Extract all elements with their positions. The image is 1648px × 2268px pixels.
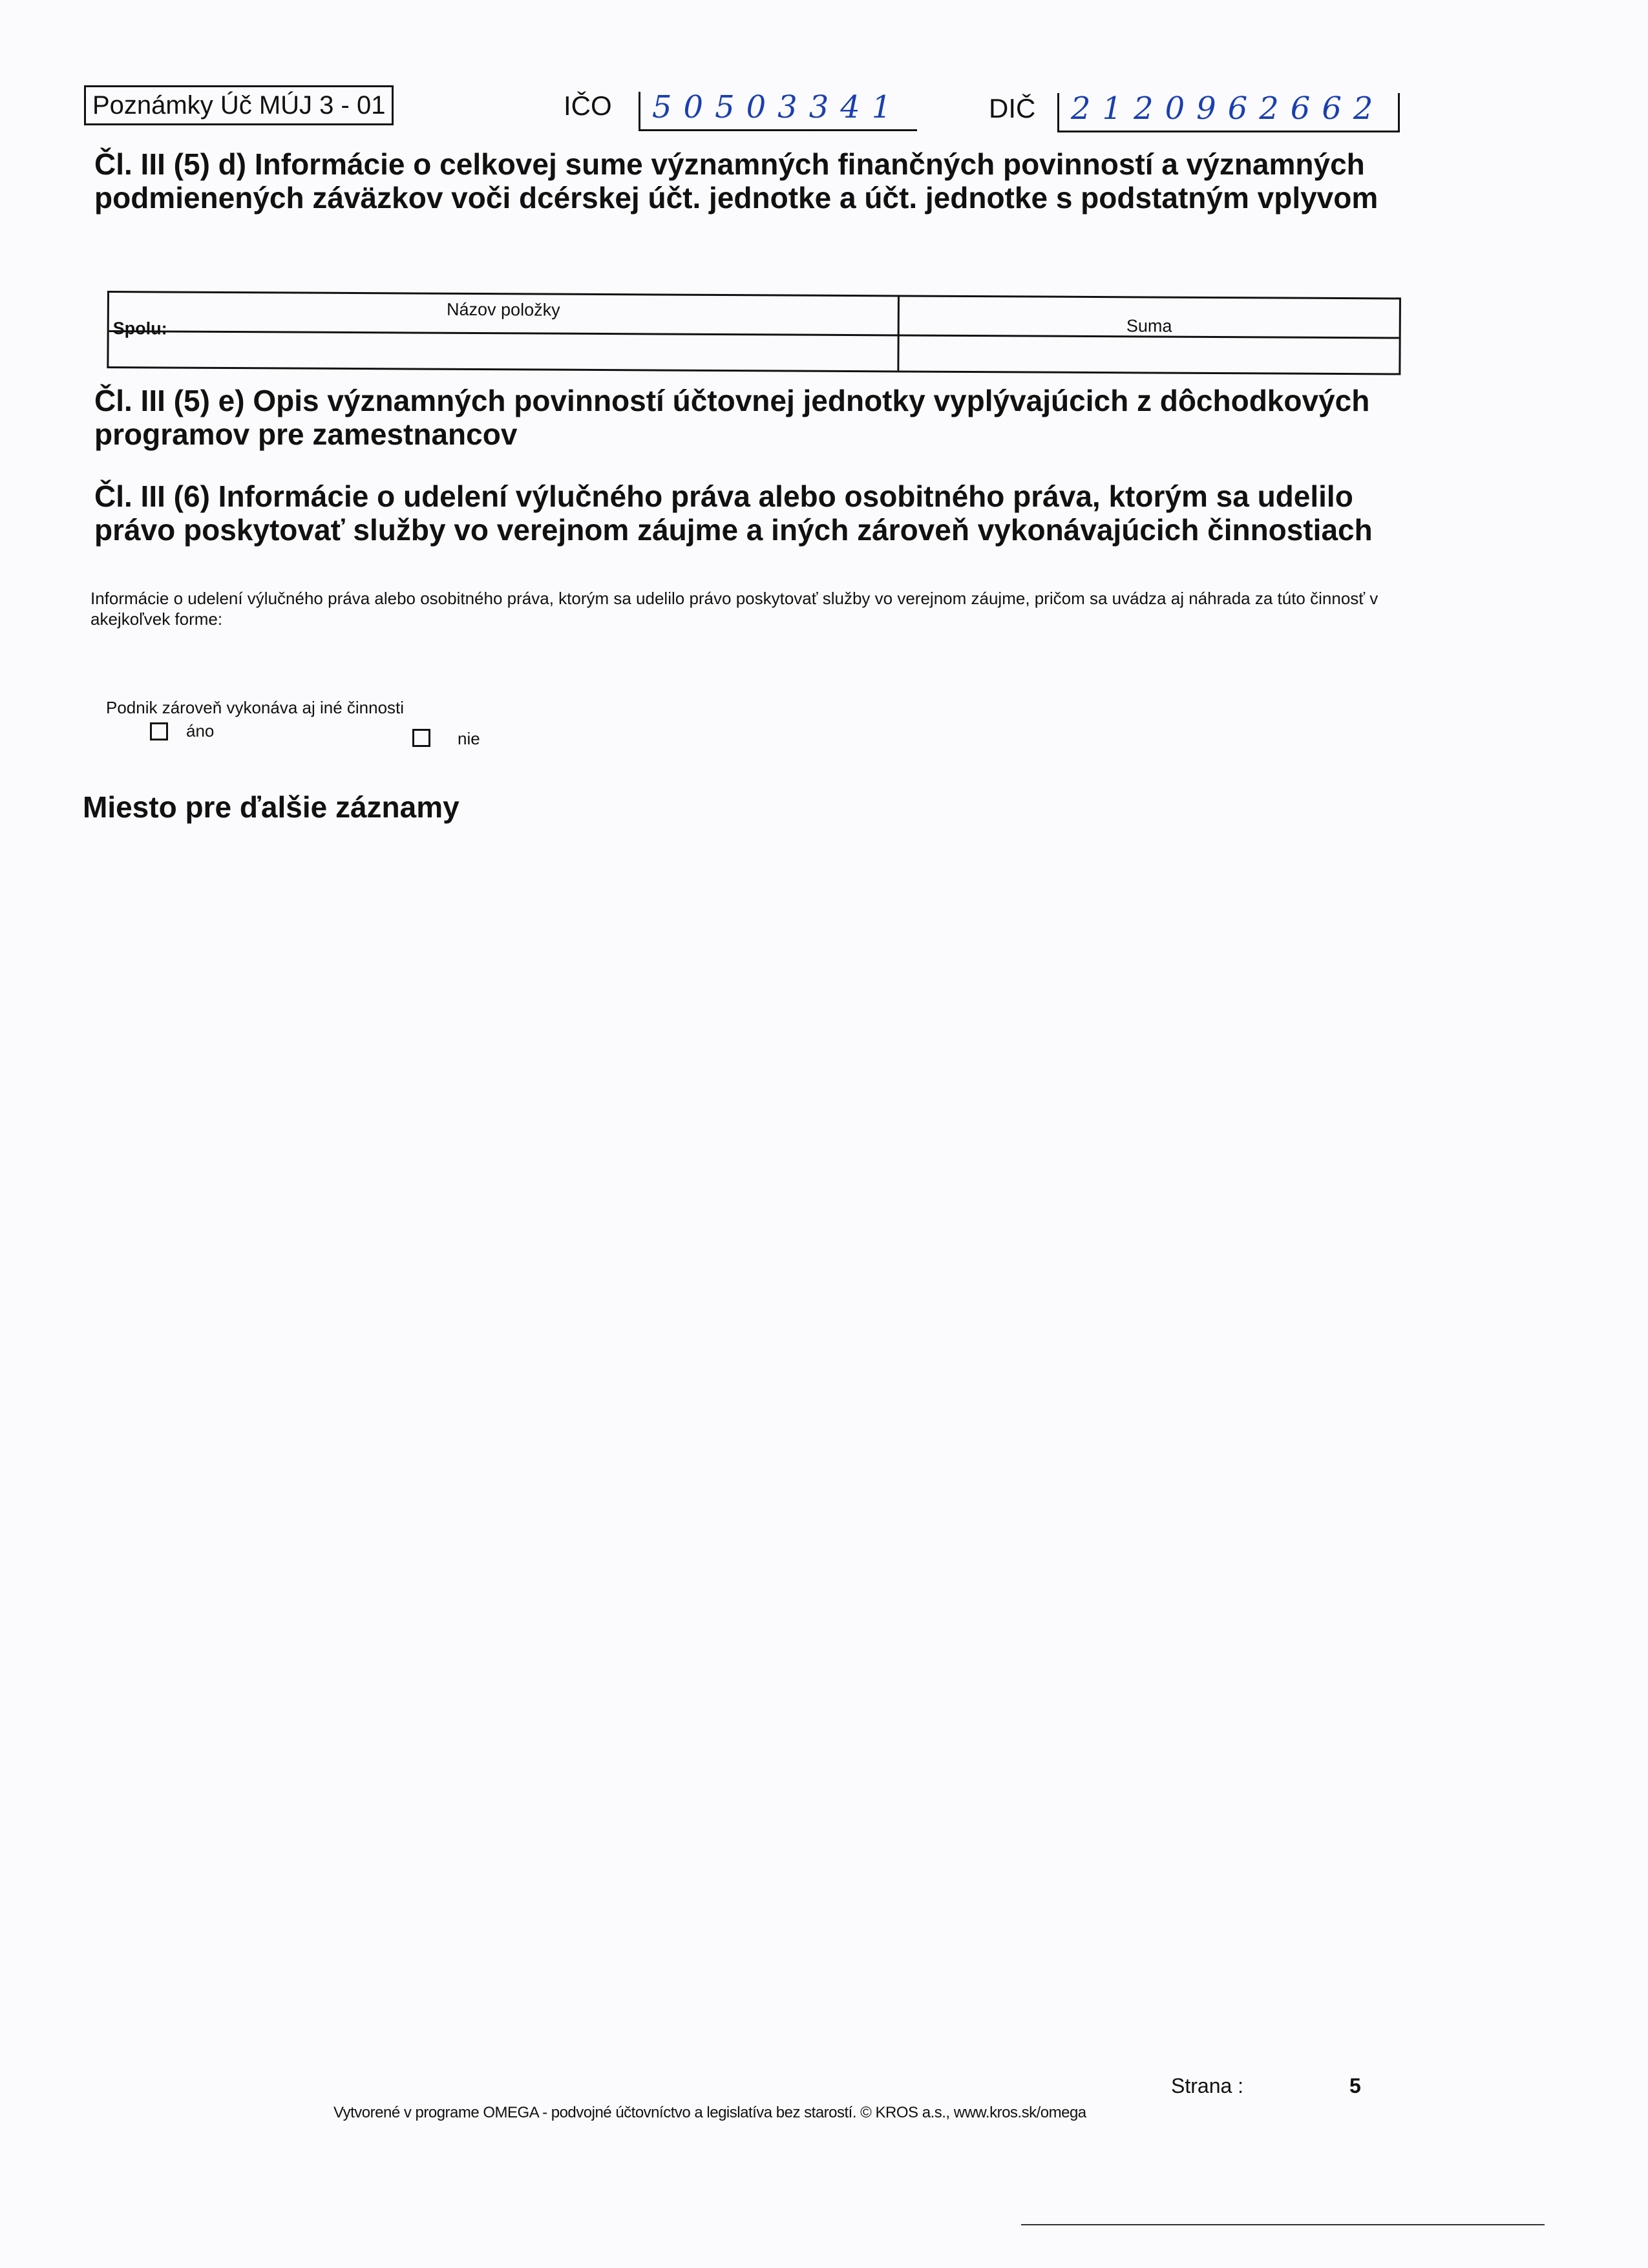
bottom-divider [1021, 2224, 1545, 2225]
form-code: Poznámky Úč MÚJ 3 - 01 [84, 85, 394, 125]
section-e-title: Čl. III (5) e) Opis významných povinností účtovnej jednotky vyplývajúcich z dôchodkových programov pre zamestnancov [94, 384, 1370, 451]
dic-label: DIČ [989, 93, 1036, 123]
dic-value: 2120962662 [1071, 90, 1385, 127]
no-label: nie [458, 729, 480, 748]
notes-title: Miesto pre ďalšie záznamy [83, 790, 460, 824]
obligations-table [107, 291, 1401, 375]
yes-label: áno [186, 721, 215, 740]
page-label: Strana : [1171, 2074, 1244, 2097]
table-header-name: Názov položky [446, 299, 560, 320]
page-number: 5 [1349, 2074, 1361, 2097]
table-header-sum: Suma [1126, 316, 1172, 336]
info-text: Informácie o udelení výlučného práva alebo osobitného práva, ktorým sa udelilo právo poskytovať služby vo verejnom záujme, pričom sa uvádza aj náhrada za túto činnosť v akejkoľvek forme: [90, 589, 1379, 629]
no-checkbox[interactable] [412, 729, 430, 747]
section-f-title: Čl. III (6) Informácie o udelení výlučného práva alebo osobitného práva, ktorým sa udelilo právo poskytovať služby vo verejnom záujme a iných zároveň vykonávajúcich činnostiach [94, 479, 1373, 547]
footer-credits: Vytvorené v programe OMEGA - podvojné účtovníctvo a legislatíva bez starostí. © KROS a.s., www.kros.sk/omega [333, 2104, 1086, 2121]
ico-field [639, 89, 917, 131]
yes-checkbox[interactable] [150, 722, 168, 740]
dic-field [1057, 90, 1400, 132]
table-total-label: Spolu: [112, 319, 167, 339]
ico-value: 50503341 [652, 89, 903, 125]
section-d-title: Čl. III (5) d) Informácie o celkovej sume významných finančných povinností a významných podmienených záväzkov voči dcérskej účt. jednotke a účt. jednotke s podstatným vplyvom [94, 147, 1379, 215]
other-activity-question: Podnik zároveň vykonáva aj iné činnosti [106, 698, 405, 717]
ico-label: IČO [564, 90, 612, 121]
